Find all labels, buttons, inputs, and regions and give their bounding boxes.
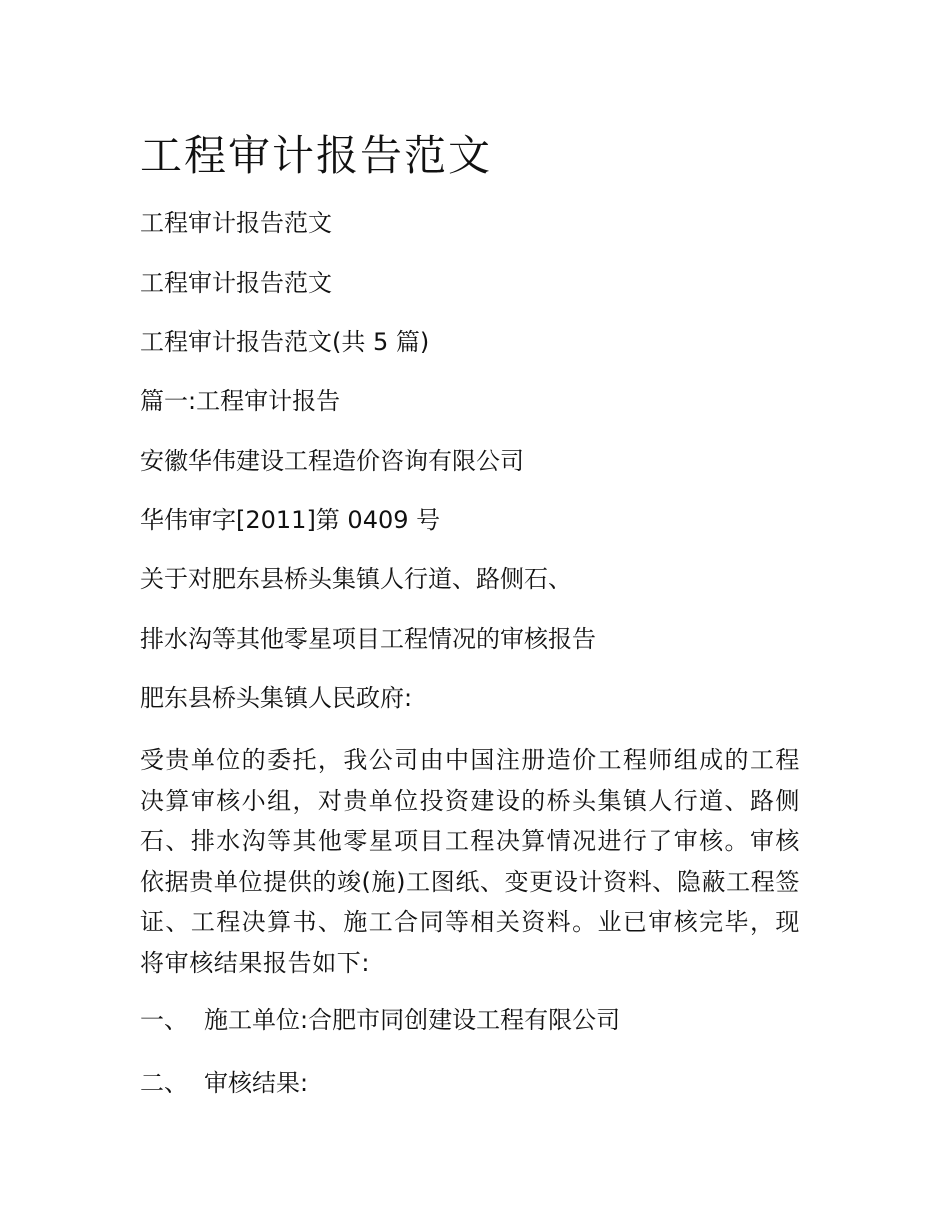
subtitle-line-2: 工程审计报告范文 — [140, 269, 332, 297]
body-paragraph: 受贵单位的委托，我公司由中国注册造价工程师组成的工程决算审核小组，对贵单位投资建设的桥头集镇人行道、路侧石、排水沟等其他零星项目工程决算情况进行了审核。审核依据贵单位提供的竣(施)工图纸、变更设计资料、隐蔽工程签证、工程决算书、施工合同等相关资料。业已审核完毕，现将审核结果报告如下: — [140, 746, 800, 977]
list-item-text: 审核结果: — [204, 1069, 309, 1097]
collection-line: 工程审计报告范文(共 5 篇) — [140, 328, 430, 356]
document-title: 工程审计报告范文 — [140, 131, 493, 180]
subtitle-line-1: 工程审计报告范文 — [140, 209, 332, 237]
addressee: 肥东县桥头集镇人民政府: — [140, 684, 413, 712]
list-item-text: 施工单位:合肥市同创建设工程有限公司 — [204, 1006, 621, 1034]
part-heading: 篇一:工程审计报告 — [140, 387, 341, 415]
report-title-line-1: 关于对肥东县桥头集镇人行道、路侧石、 — [140, 565, 572, 593]
list-item — [140, 1003, 620, 1037]
list-item-number: 二、 — [140, 1069, 188, 1097]
report-title-line-2: 排水沟等其他零星项目工程情况的审核报告 — [140, 625, 596, 653]
document-number: 华伟审字[2011]第 0409 号 — [140, 506, 441, 534]
list-item — [140, 1066, 308, 1100]
list-item-number: 一、 — [140, 1006, 188, 1034]
company-name: 安徽华伟建设工程造价咨询有限公司 — [140, 447, 524, 475]
